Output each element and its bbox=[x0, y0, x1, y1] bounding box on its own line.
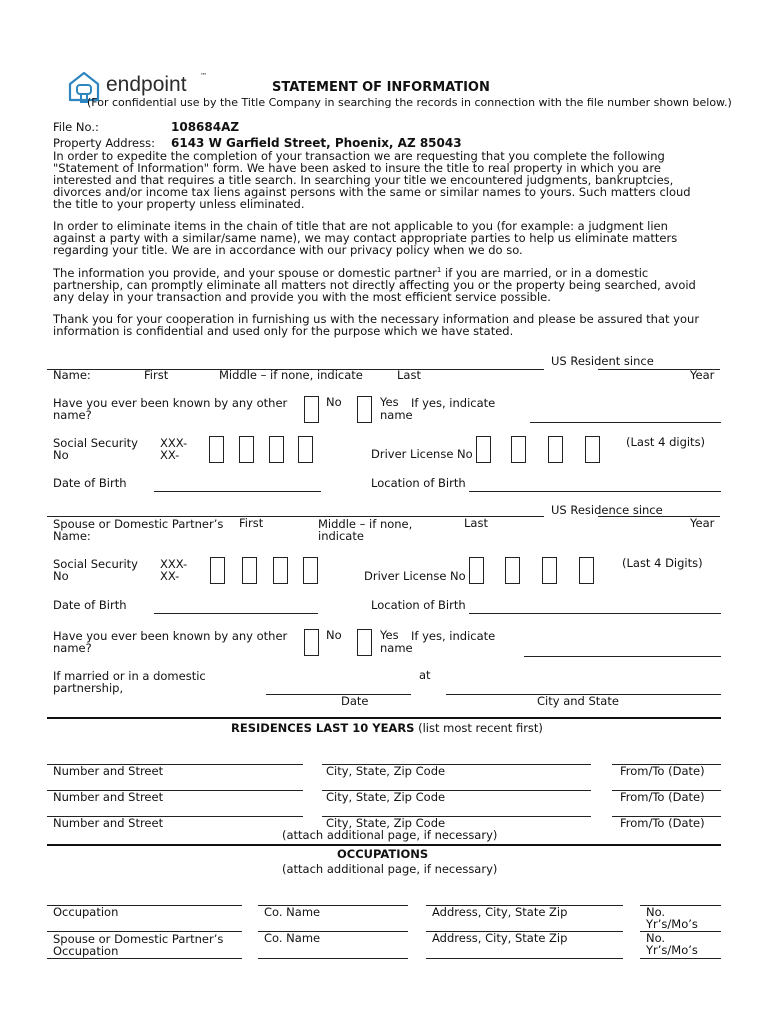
occupation-label: Spouse or Domestic Partner’s Occupation bbox=[53, 932, 224, 958]
years-bottom-line[interactable] bbox=[640, 958, 721, 959]
intro-paragraph-2: In order to eliminate items in the chain of title that are not applicable to you (for example: a judgment lien against a party with a similar/same name), we may contact appropriate parties to help us eliminate matters regarding your title. We are in accordance with our privacy policy when we do so. bbox=[53, 219, 678, 257]
intro-paragraph-4: Thank you for your cooperation in furnishing us with the necessary information and please be assured that your information is confidential and used only for the purpose which we have stated. bbox=[53, 312, 700, 338]
spouse-year-label: Year bbox=[690, 516, 715, 530]
us-residence-since-label: US Residence since bbox=[551, 503, 663, 517]
marriage-date-line[interactable] bbox=[266, 694, 411, 695]
ssn-prefix: XXX-XX- bbox=[160, 436, 188, 462]
other-name-yes-checkbox[interactable] bbox=[357, 396, 372, 423]
spouse-dl-digit-3[interactable] bbox=[542, 557, 557, 584]
years-label-b: Yr’s/Mo’s bbox=[646, 943, 698, 957]
ssn-digit-2[interactable] bbox=[239, 436, 254, 463]
married-label: If married or in a domestic partnership, bbox=[53, 669, 206, 695]
spouse-other-name-yes-checkbox[interactable] bbox=[357, 629, 372, 656]
company-bottom-line[interactable] bbox=[258, 958, 408, 959]
years-label-a: No. bbox=[646, 905, 666, 919]
intro-paragraph-3-a: The information you provide, and your spouse or domestic partner bbox=[53, 266, 437, 280]
spouse-ssn-label: Social Security No bbox=[53, 557, 138, 583]
spouse-other-name-line[interactable] bbox=[524, 656, 721, 657]
occupations-divider bbox=[47, 844, 721, 846]
marriage-date-label: Date bbox=[341, 694, 369, 708]
company-label: Co. Name bbox=[264, 931, 321, 945]
first-name-label: First bbox=[144, 368, 169, 382]
spouse-dl-digit-4[interactable] bbox=[579, 557, 594, 584]
spouse-name-label: Spouse or Domestic Partner’s Name: bbox=[53, 517, 224, 543]
dob-line[interactable] bbox=[154, 491, 321, 492]
residences-divider bbox=[47, 717, 721, 719]
footnote-marker: 1 bbox=[436, 266, 442, 275]
page-title: STATEMENT OF INFORMATION bbox=[272, 80, 490, 95]
spouse-dob-label: Date of Birth bbox=[53, 598, 127, 612]
residences-heading-title: RESIDENCES LAST 10 YEARS bbox=[231, 721, 415, 735]
company-label: Co. Name bbox=[264, 905, 321, 919]
residence-dates-label: From/To (Date) bbox=[620, 790, 705, 804]
residence-dates-label: From/To (Date) bbox=[620, 816, 705, 830]
marriage-city-state-label: City and State bbox=[537, 694, 619, 708]
us-resident-since-label: US Resident since bbox=[551, 354, 654, 368]
spouse-ssn-digit-4[interactable] bbox=[303, 557, 318, 584]
intro-paragraph-1: In order to expedite the completion of your transaction we are requesting that you complete the following "Statement of Information" form. We have been asked to insure the title to real property in which you are interested and that requires a title search. In searching your title we encountered judgments, bankruptcies, divorces and/or income tax liens against persons with the same or similar names to yours. Such matters cloud the title to your property unless eliminated. bbox=[53, 149, 691, 211]
page-subtitle: (For confidential use by the Title Company in searching the records in connection with the file number shown below.) bbox=[87, 96, 732, 109]
middle-name-label: Middle – if none, indicate bbox=[219, 368, 363, 382]
spouse-birth-location-label: Location of Birth bbox=[371, 598, 466, 612]
spouse-ssn-prefix: XXX-XX- bbox=[160, 557, 188, 583]
occupation-label: Occupation bbox=[53, 905, 119, 919]
spouse-other-name-yes-label: Yes bbox=[380, 628, 399, 642]
other-name-no-checkbox[interactable] bbox=[304, 396, 319, 423]
residence-dates-label: From/To (Date) bbox=[620, 764, 705, 778]
spouse-birth-location-line[interactable] bbox=[469, 613, 721, 614]
last-name-label: Last bbox=[397, 368, 421, 382]
property-address-value: 6143 W Garfield Street, Phoenix, AZ 85043 bbox=[171, 136, 462, 150]
ssn-digit-4[interactable] bbox=[298, 436, 313, 463]
name-label: Name: bbox=[53, 368, 91, 382]
spouse-dob-line[interactable] bbox=[154, 613, 318, 614]
dl-digit-4[interactable] bbox=[585, 436, 600, 463]
spouse-first-label: First bbox=[239, 516, 264, 530]
dl-digit-1[interactable] bbox=[476, 436, 491, 463]
years-label-b: Yr’s/Mo’s bbox=[646, 917, 698, 931]
address-label: Address, City, State Zip bbox=[432, 931, 568, 945]
dob-label: Date of Birth bbox=[53, 476, 127, 490]
other-name-no-label: No bbox=[326, 395, 342, 409]
file-number-value: 108684AZ bbox=[171, 120, 240, 134]
spouse-other-name-question: Have you ever been known by any other name? bbox=[53, 629, 288, 655]
spouse-other-name-no-label: No bbox=[326, 628, 342, 642]
residence-city-label: City, State, Zip Code bbox=[326, 790, 446, 804]
other-name-line[interactable] bbox=[530, 422, 721, 423]
residence-street-label: Number and Street bbox=[53, 790, 164, 804]
spouse-last-four-note: (Last 4 Digits) bbox=[622, 556, 703, 570]
spouse-ssn-digit-1[interactable] bbox=[210, 557, 225, 584]
ssn-label: Social Security No bbox=[53, 436, 138, 462]
logo-wordmark: endpoint bbox=[106, 73, 187, 96]
married-at-label: at bbox=[419, 668, 431, 682]
birth-location-label: Location of Birth bbox=[371, 476, 466, 490]
other-name-indicate-label: If yes, indicate name bbox=[380, 396, 496, 422]
logo-trademark: ™ bbox=[200, 72, 207, 80]
last-four-note: (Last 4 digits) bbox=[626, 435, 706, 449]
residences-heading-note: (list most recent first) bbox=[414, 721, 543, 735]
other-name-question: Have you ever been known by any other name? bbox=[53, 396, 288, 422]
ssn-digit-3[interactable] bbox=[269, 436, 284, 463]
spouse-other-name-indicate-label: If yes, indicate name bbox=[380, 629, 496, 655]
residence-city-label: City, State, Zip Code bbox=[326, 816, 446, 830]
file-number-label: File No.: bbox=[53, 120, 99, 134]
property-address-label: Property Address: bbox=[53, 136, 155, 150]
driver-license-label: Driver License No bbox=[371, 447, 473, 461]
spouse-middle-label: Middle – if none, indicate bbox=[318, 517, 413, 543]
occupations-attach-note: (attach additional page, if necessary) bbox=[282, 862, 498, 876]
year-label: Year bbox=[690, 368, 715, 382]
dl-digit-3[interactable] bbox=[548, 436, 563, 463]
spouse-other-name-no-checkbox[interactable] bbox=[304, 629, 319, 656]
intro-paragraph-3-b: if you are married, or in a domestic partnership, can promptly eliminate all matters not directly affecting you or the property being searched, avoid any delay in your transaction and provide you with the most efficient service possible. bbox=[53, 266, 696, 304]
spouse-dl-digit-1[interactable] bbox=[469, 557, 484, 584]
spouse-ssn-digit-2[interactable] bbox=[242, 557, 257, 584]
residence-city-label: City, State, Zip Code bbox=[326, 764, 446, 778]
residences-attach-note: (attach additional page, if necessary) bbox=[282, 828, 498, 842]
spouse-last-label: Last bbox=[464, 516, 488, 530]
spouse-dl-digit-2[interactable] bbox=[505, 557, 520, 584]
years-label-a: No. bbox=[646, 931, 666, 945]
address-bottom-line[interactable] bbox=[426, 958, 623, 959]
spouse-ssn-digit-3[interactable] bbox=[273, 557, 288, 584]
intro-paragraph-3 bbox=[53, 267, 713, 303]
spouse-driver-license-label: Driver License No bbox=[364, 569, 466, 583]
birth-location-line[interactable] bbox=[469, 491, 721, 492]
residences-heading bbox=[231, 723, 543, 735]
residence-street-label: Number and Street bbox=[53, 764, 164, 778]
occupations-heading: OCCUPATIONS bbox=[337, 847, 429, 861]
other-name-yes-label: Yes bbox=[380, 395, 399, 409]
residence-street-label: Number and Street bbox=[53, 816, 164, 830]
dl-digit-2[interactable] bbox=[511, 436, 526, 463]
address-label: Address, City, State Zip bbox=[432, 905, 568, 919]
occupation-bottom-line[interactable] bbox=[47, 958, 242, 959]
ssn-digit-1[interactable] bbox=[209, 436, 224, 463]
